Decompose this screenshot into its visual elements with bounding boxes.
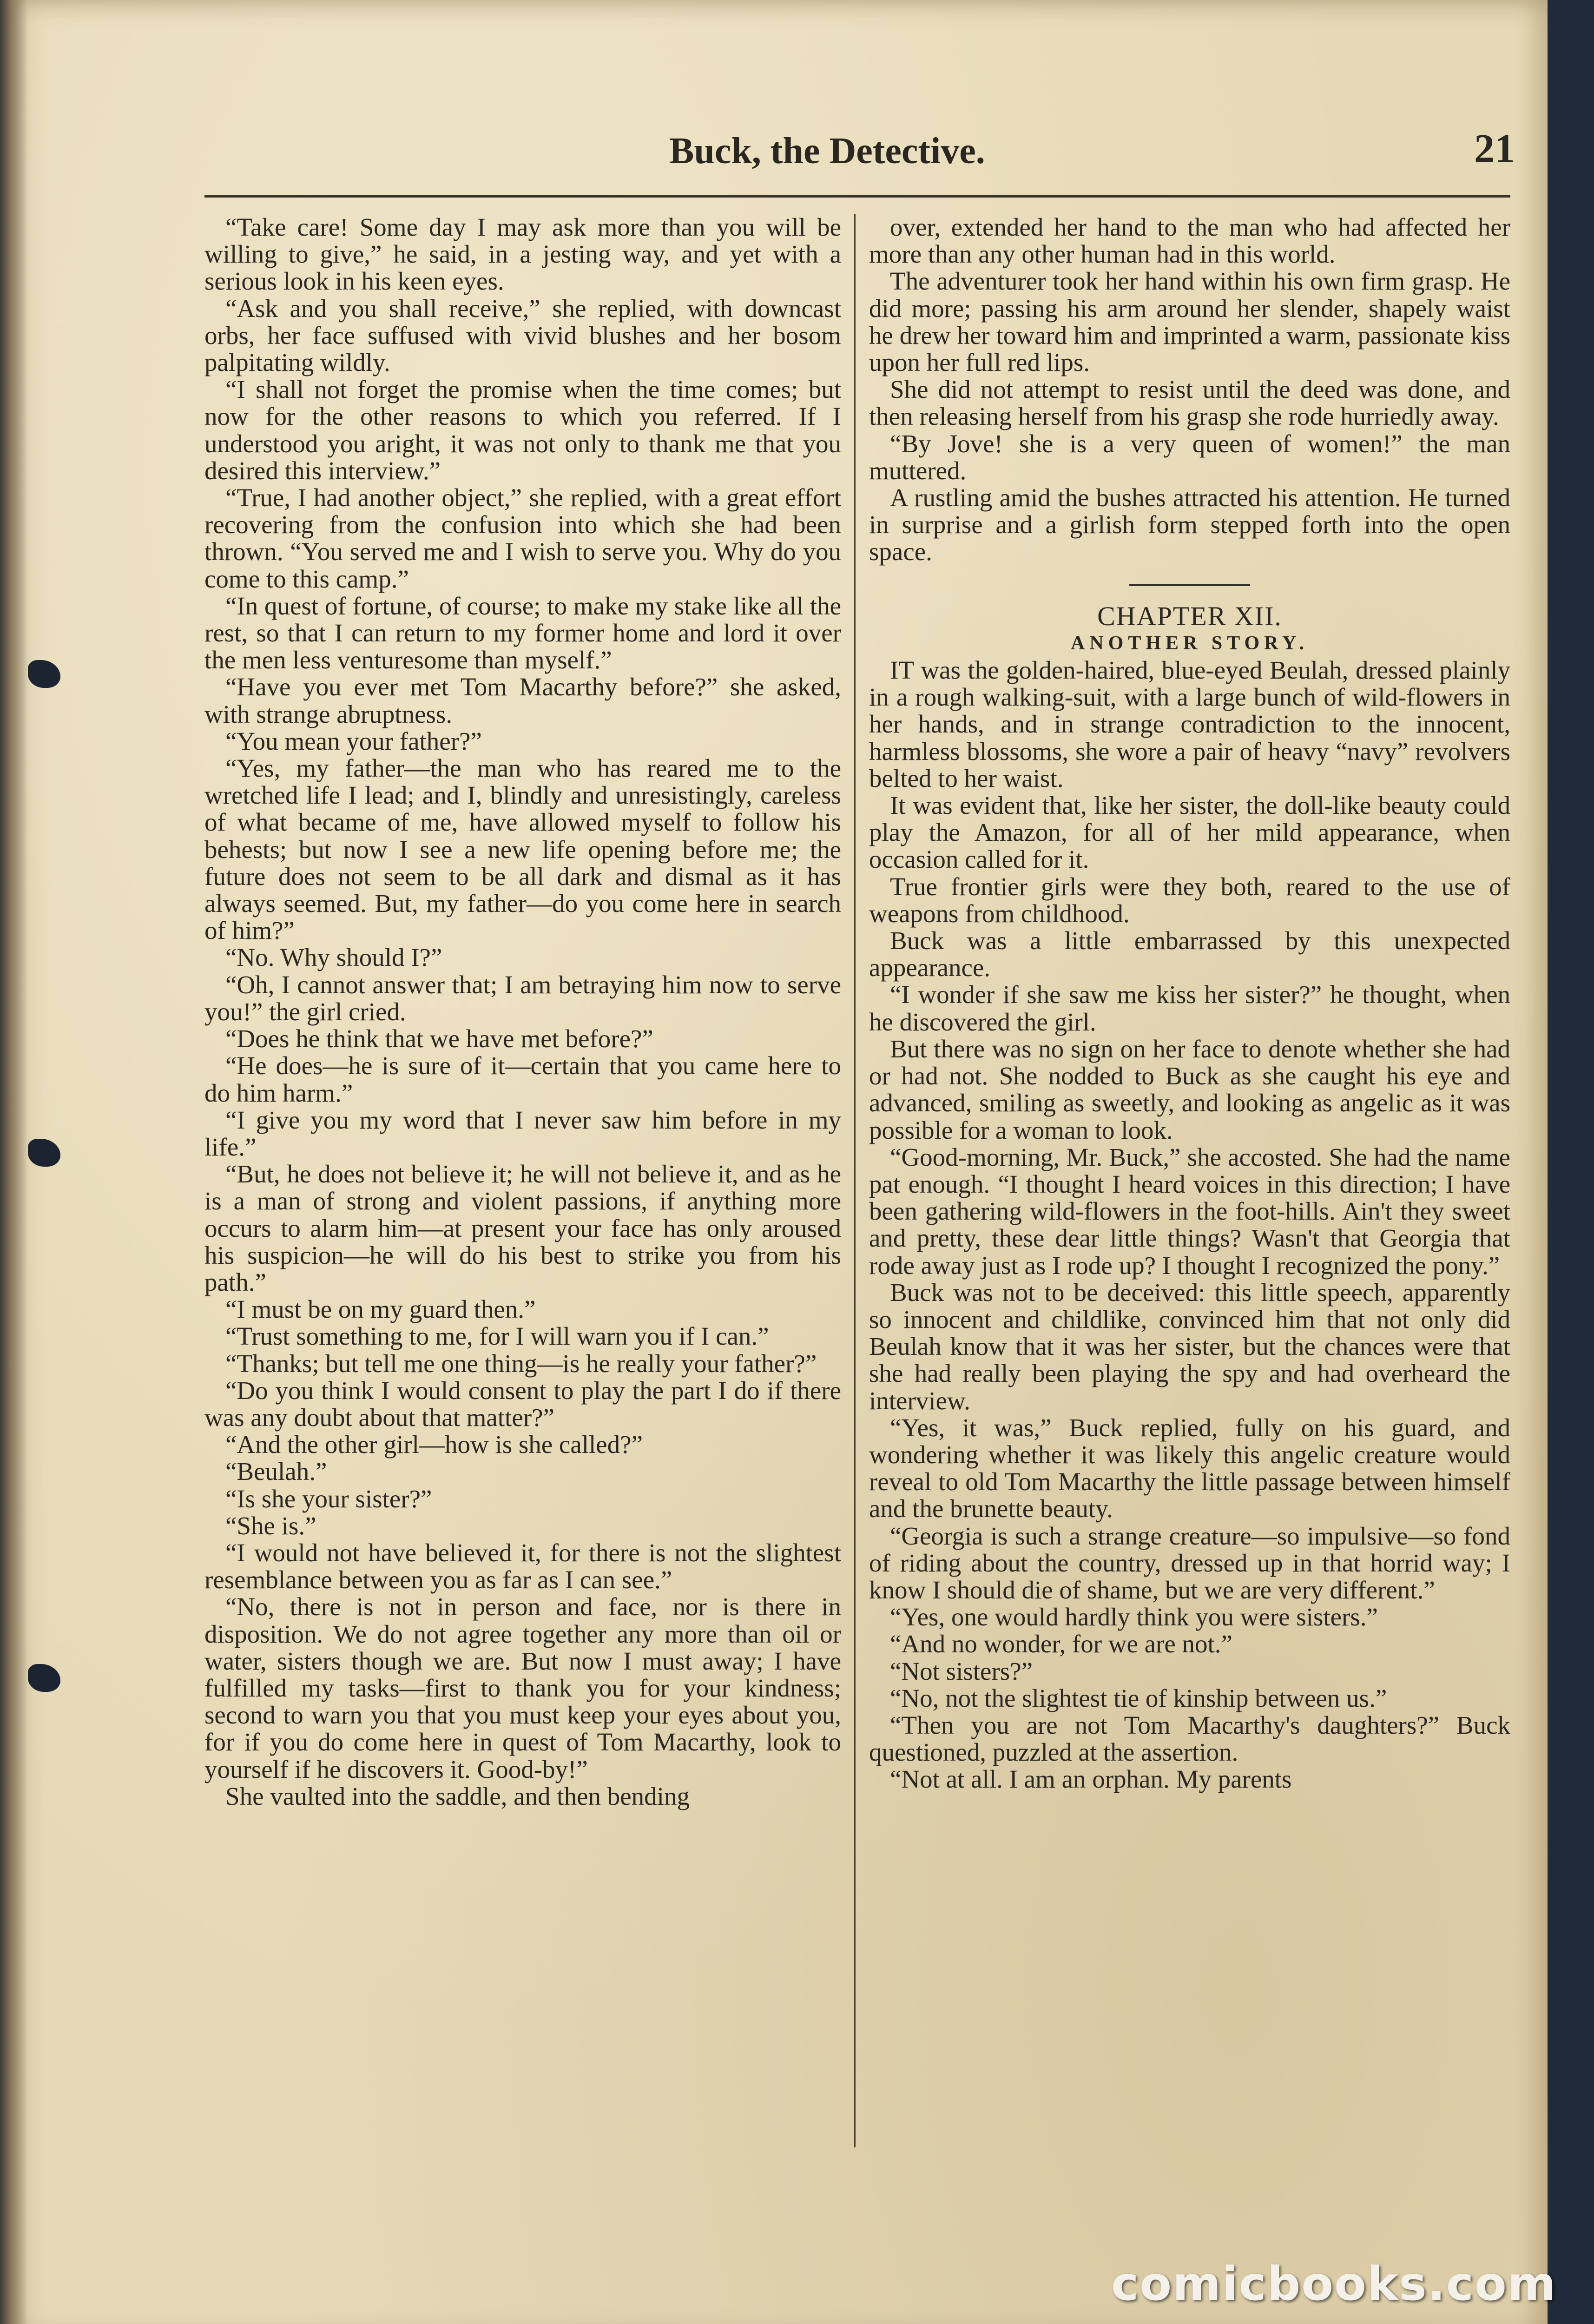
paragraph: It was evident that, like her sister, the doll-like beauty could play the Amazon, for all of her mild appearance, when occasion called for it.	[869, 791, 1510, 874]
paragraph: “Then you are not Tom Macarthy's daughters?” Buck questioned, puzzled at the assertion.	[869, 1710, 1510, 1767]
paragraph: “Beulah.”	[225, 1457, 327, 1486]
chapter-title: CHAPTER XII.	[1097, 601, 1282, 631]
paragraph: “Not at all. I am an orphan. My parents	[890, 1765, 1292, 1794]
right-column-before-chapter	[869, 214, 1510, 566]
paragraph: She did not attempt to resist until the deed was done, and then releasing herself from his grasp she rode hurriedly away.	[869, 375, 1510, 431]
paragraph: “No, not the slightest tie of kinship between us.”	[890, 1684, 1387, 1712]
right-column-after-chapter	[869, 657, 1510, 1793]
paragraph: IT was the golden-haired, blue-eyed Beulah, dressed plainly in a rough walking-suit, with a large bunch of wild-flowers in her hands, and in strange contradiction to the innocent, harmless blossoms, she wore a pair of heavy “navy” revolvers belted to her waist.	[869, 656, 1510, 792]
paragraph: The adventurer took her hand within his own firm grasp. He did more; passing his arm around her slender, shapely waist he drew her toward him and imprinted a warm, passionate kiss upon her full red lips.	[869, 267, 1510, 377]
paragraph: “No, there is not in person and face, nor is there in disposition. We do not agree together any more than oil or water, sisters though we are. But now I must away; I have fulfilled my tasks—first to thank you for your kindness; second to warn you that you must keep your eyes about you, for if you do come here in quest of Tom Macarthy, look to yourself if he discovers it. Good-by!”	[204, 1592, 841, 1783]
paragraph: “She is.”	[225, 1511, 316, 1540]
left-column	[204, 214, 841, 2152]
binding-edge	[0, 0, 28, 2324]
paragraph: “Does he think that we have met before?”	[225, 1024, 653, 1053]
page-header	[177, 116, 1515, 186]
paragraph: “Yes, it was,” Buck replied, fully on his guard, and wondering whether it was likely this angelic creature would reveal to old Tom Macarthy the little passage between himself and the brunette beauty.	[869, 1413, 1510, 1523]
right-column	[869, 214, 1510, 2152]
paragraph: Buck was not to be deceived: this little speech, apparently so innocent and childlike, convinced him that not only did Beulah know that it was her sister, but the chances were that she had really been playing the spy and had overheard the interview.	[869, 1278, 1510, 1415]
paragraph: “In quest of fortune, of course; to make my stake like all the rest, so that I can return to my former home and lord it over the men less venturesome than myself.”	[204, 591, 841, 674]
paragraph: She vaulted into the saddle, and then bending	[225, 1782, 690, 1810]
paragraph: “Oh, I cannot answer that; I am betraying him now to serve you!” the girl cried.	[204, 970, 841, 1026]
paragraph: “I would not have believed it, for there is not the slightest resemblance between you as far as I can see.”	[204, 1538, 841, 1594]
watermark: comicbooks.com	[1111, 2257, 1557, 2311]
paragraph: “No. Why should I?”	[225, 943, 442, 972]
paragraph: “But, he does not believe it; he will not believe it, and as he is a man of strong and violent passions, if anything more occurs to alarm him—at present your face has only aroused his suspicion—he will do his best to strike you from his path.”	[204, 1160, 841, 1296]
header-rule	[204, 195, 1510, 198]
paragraph: Buck was a little embarrassed by this unexpected appearance.	[869, 926, 1510, 982]
paragraph: “I must be on my guard then.”	[225, 1295, 536, 1324]
paragraph: True frontier girls were they both, reared to the use of weapons from childhood.	[869, 872, 1510, 928]
paragraph: “By Jove! she is a very queen of women!” the man muttered.	[869, 429, 1510, 485]
paragraph: “Is she your sister?”	[225, 1484, 432, 1513]
running-title: Buck, the Detective.	[669, 131, 985, 172]
paragraph: “Good-morning, Mr. Buck,” she accosted. She had the name pat enough. “I thought I heard voices in this direction; I have been gathering wild-flowers in the foot-hills. Ain't they sweet and pretty, these dear little things? Wasn't that Georgia that rode away just as I rode up? I thought I recognized the pony.”	[869, 1142, 1510, 1280]
paragraph: “I wonder if she saw me kiss her sister?” he thought, when he discovered the girl.	[869, 980, 1510, 1036]
paragraph: “Yes, my father—the man who has reared me to the wretched life I lead; and I, blindly and unresistingly, careless of what became of me, have allowed myself to follow his behests; but now I see a new life opening before me; the future does not seem to be all dark and dismal as it has always seemed. But, my father—do you come here in search of him?”	[204, 754, 841, 945]
paragraph: But there was no sign on her face to denote whether she had or had not. She nodded to Buck as she caught his eye and advanced, smiling as sweetly, and looking as angelic as it was possible for a woman to look.	[869, 1034, 1510, 1144]
binding-hole	[28, 1664, 60, 1692]
binding-hole	[28, 660, 60, 688]
paragraph: “I shall not forget the promise when the time comes; but now for the other reasons to which you referred. If I understood you aright, it was not only to thank me that you desired this interview.”	[204, 375, 841, 485]
column-divider	[854, 214, 856, 2147]
paragraph: “Georgia is such a strange creature—so impulsive—so fond of riding about the country, dressed up in that horrid way; I know I should die of shame, but we are very different.”	[869, 1521, 1510, 1604]
paragraph: “True, I had another object,” she replied, with a great effort recovering from the confusion into which she had been thrown. “You served me and I wish to serve you. Why do you come to this camp.”	[204, 483, 841, 593]
paragraph: “And no wonder, for we are not.”	[890, 1630, 1232, 1658]
binding-hole	[28, 1139, 60, 1167]
paragraph: A rustling amid the bushes attracted his attention. He turned in surprise and a girlish form stepped forth into the open space.	[869, 483, 1510, 566]
paragraph: “Do you think I would consent to play the part I do if there was any doubt about that matter?”	[204, 1376, 841, 1432]
chapter-subtitle: ANOTHER STORY.	[1071, 632, 1309, 654]
paragraph: “Thanks; but tell me one thing—is he really your father?”	[225, 1349, 817, 1378]
chapter-rule	[1129, 584, 1250, 586]
paragraph: “You mean your father?”	[225, 726, 482, 755]
paragraph: “Yes, one would hardly think you were sisters.”	[890, 1603, 1378, 1631]
paragraph: “Not sisters?”	[890, 1657, 1033, 1685]
paragraph: “He does—he is sure of it—certain that you came here to do him harm.”	[204, 1051, 841, 1107]
paragraph: over, extended her hand to the man who had affected her more than any other human had in this world.	[869, 214, 1510, 269]
paragraph: “Have you ever met Tom Macarthy before?” she asked, with strange abruptness.	[204, 673, 841, 728]
paragraph: “I give you my word that I never saw him before in my life.”	[204, 1105, 841, 1161]
page-number: 21	[1474, 126, 1515, 172]
paragraph: “Take care! Some day I may ask more than you will be willing to give,” he said, in a jesting way, and yet with a serious look in his keen eyes.	[204, 214, 841, 296]
paragraph: “Trust something to me, for I will warn you if I can.”	[225, 1322, 769, 1351]
paragraph: “Ask and you shall receive,” she replied, with downcast orbs, her face suffused with vivid blushes and her bosom palpitating wildly.	[204, 294, 841, 377]
paragraph: “And the other girl—how is she called?”	[225, 1430, 643, 1459]
